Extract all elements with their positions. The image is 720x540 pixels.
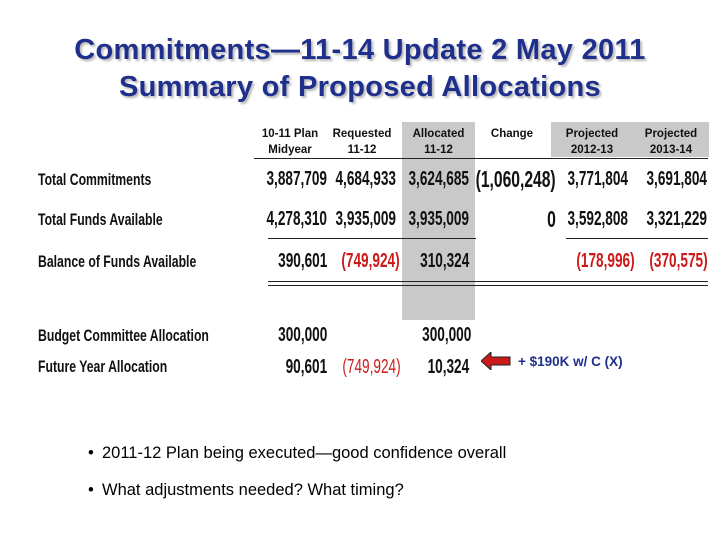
cell-total-funds-midyear: 4,278,310 [266,208,327,230]
cell-total-commitments-allocated: 3,624,685 [408,168,469,190]
col-header-projected-2013-14: Projected 2013-14 [644,128,698,156]
balance-top-rule [268,238,476,239]
col-header-allocated: Allocated 11-12 [412,128,465,156]
cell-budget-committee-midyear: 300,000 [277,324,327,346]
left-arrow-icon [481,352,511,370]
row-label-total-funds-available: Total Funds Available [38,210,163,229]
cell-total-commitments-requested: 4,684,933 [335,168,396,190]
cell-balance-midyear: 390,601 [277,250,327,272]
balance-top-rule-projected [566,238,708,239]
cell-total-commitments-2012-13: 3,771,804 [567,168,628,190]
col-header-midyear: 10-11 Plan Midyear [261,128,319,156]
col-header-projected-2012-13: Projected 2012-13 [565,128,619,156]
row-label-budget-committee-allocation: Budget Committee Allocation [38,326,209,345]
cell-balance-allocated: 310,324 [419,250,469,272]
cell-balance-2012-13: (178,996) [576,250,635,272]
row-label-balance-of-funds: Balance of Funds Available [38,252,197,271]
bullet-item: • What adjustments needed? What timing? [88,481,404,499]
cell-total-commitments-2013-14: 3,691,804 [646,168,707,190]
cell-budget-committee-allocated: 300,000 [421,324,471,346]
cell-total-funds-allocated: 3,935,009 [408,208,469,230]
cell-future-year-allocated: 10,324 [427,356,469,378]
bullet-item: • 2011-12 Plan being executed—good confidence overall [88,444,507,462]
cell-total-funds-requested: 3,935,009 [335,208,396,230]
balance-double-rule-1 [268,281,708,282]
row-label-future-year-allocation: Future Year Allocation [38,357,168,376]
cell-balance-requested: (749,924) [341,250,400,272]
cell-total-funds-2012-13: 3,592,808 [567,208,628,230]
col-header-requested: Requested 11-12 [332,128,392,156]
cell-total-funds-2013-14: 3,321,229 [646,208,707,230]
cell-total-commitments-change: (1,060,248) [476,166,556,192]
cell-total-funds-change: 0 [547,206,556,232]
page-subtitle: Summary of Proposed Allocations [119,71,601,103]
header-divider [254,158,708,159]
cell-future-year-requested: (749,924) [342,356,401,378]
annotation-note: + $190K w/ C (X) [518,354,623,369]
row-label-total-commitments: Total Commitments [38,170,152,189]
page-title: Commitments—11-14 Update 2 May 2011 [74,34,646,66]
cell-total-commitments-midyear: 3,887,709 [266,168,327,190]
cell-future-year-midyear: 90,601 [285,356,327,378]
cell-balance-2013-14: (370,575) [649,250,708,272]
col-header-change: Change [490,128,534,140]
balance-double-rule-2 [268,285,708,286]
